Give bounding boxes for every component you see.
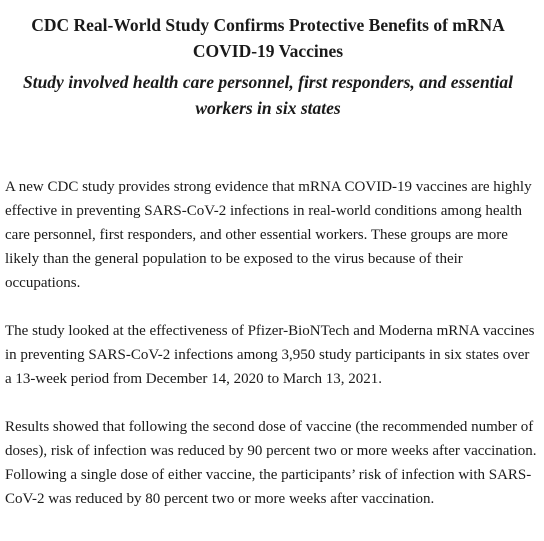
article-subtitle: Study involved health care personnel, first responders, and essential workers in six states — [22, 72, 514, 118]
article-paragraph: The study looked at the effectiveness of Pfizer-BioNTech and Moderna mRNA vaccines in preventing SARS-CoV-2 infections among 3,950 study participants in six states over a 13-week period from December 14, 2020 to March 13, 2021. — [5, 323, 535, 387]
article-title: CDC Real-World Study Confirms Protective Benefits of mRNA COVID-19 Vaccines — [31, 15, 505, 61]
article-paragraph: Results showed that following the second dose of vaccine (the recommended number of doses), risk of infection was reduced by 90 percent two or more weeks after vaccination. Following a single dose of either vaccine, the participants’ risk of infection with SARS-CoV-2 was reduced by 80 percent two or more weeks after vaccination. — [5, 419, 537, 507]
article-paragraph: A new CDC study provides strong evidence that mRNA COVID-19 vaccines are highly effective in preventing SARS-CoV-2 infections in real-world conditions among health care personnel, first responders, and other essential workers. These groups are more likely than the general population to be exposed to the virus because of their occupations. — [5, 179, 532, 291]
